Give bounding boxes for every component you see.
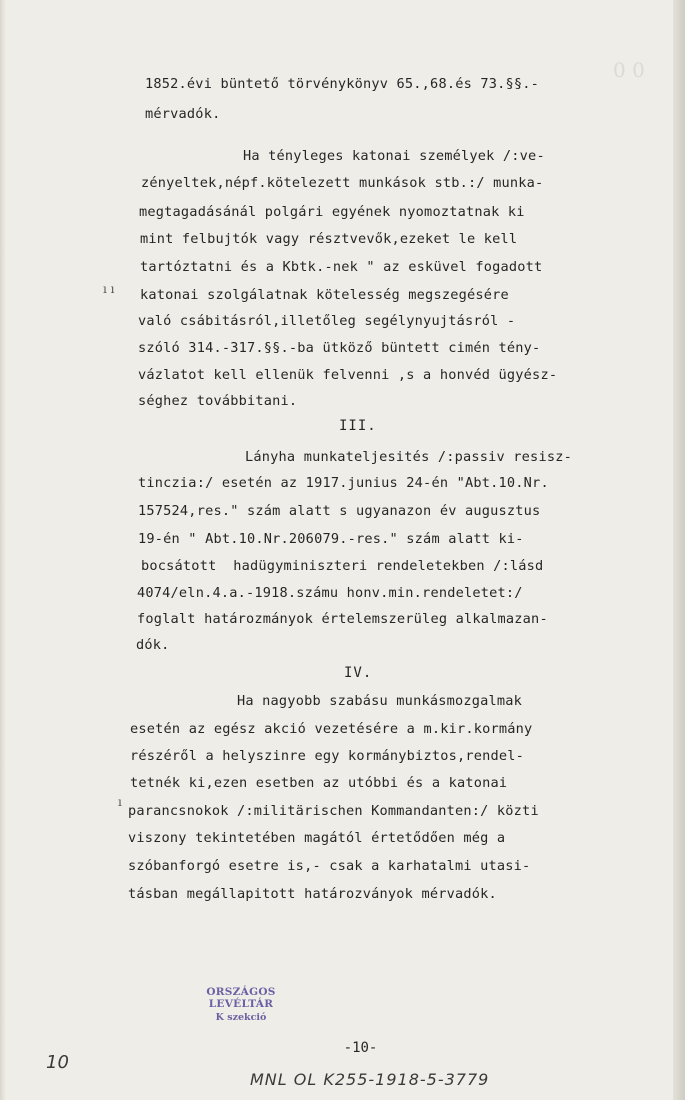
text-line: katonai szolgálatnak kötelesség megszegésére [140, 287, 509, 303]
page-right-edge [673, 0, 685, 1100]
page-number [0, 1040, 685, 1056]
text-line: Lányha munkateljesités /:passiv resisz- [245, 449, 572, 465]
text-line: szóló 314.-317.§§.-ba ütköző büntett cimén tény- [138, 340, 541, 356]
text-line: bocsátott hadügyminiszteri rendeletekben /:lásd [141, 558, 544, 574]
text-line: séghez továbbitani. [138, 393, 298, 409]
archive-stamp [176, 986, 306, 1023]
stamp-line-1: ORSZÁGOS LEVÉLTÁR [206, 986, 276, 1010]
text-line: zényeltek,népf.kötelezett munkások stb.:/ munka- [141, 175, 544, 191]
handwritten-archive-reference: MNL OL K255-1918-5-3779 [250, 1070, 490, 1089]
text-line: mérvadók. [145, 106, 221, 122]
stamp-line-2: K szekció [215, 1012, 267, 1023]
text-line: foglalt határozmányok értelemszerüleg alkalmazan- [137, 611, 548, 627]
text-line: 4074/eln.4.a.-1918.számu honv.min.rendeletet:/ [137, 585, 523, 601]
text-line: vázlatot kell ellenük felvenni ,s a honvéd ügyész- [138, 367, 558, 383]
text-line: dók. [136, 637, 170, 653]
faint-bleed-through: 0 0 [613, 58, 645, 82]
text-line: tetnék ki,ezen esetben az utóbbi és a katonai [130, 775, 508, 791]
margin-tick-mark: ı [118, 795, 122, 809]
text-line: Ha tényleges katonai személyek /:ve- [243, 148, 545, 164]
text-line: viszony tekintetében magától értetődően még a [128, 830, 506, 846]
text-line: tásban megállapitott határozványok mérvadók. [128, 886, 497, 902]
page-number-text: -10- [343, 1040, 378, 1056]
page-left-edge [0, 0, 6, 1100]
text-line: esetén az egész akció vezetésére a m.kir.kormány [130, 721, 533, 737]
margin-tick-mark: ı ı [103, 282, 115, 296]
text-line: 157524,res." szám alatt s ugyanazon év augusztus [138, 503, 541, 519]
text-line: parancsnokok /:militärischen Kommandanten:/ közti [128, 803, 539, 819]
text-line: szóbanforgó esetre is,- csak a karhatalmi utasi- [128, 858, 531, 874]
section-heading-iv: IV. [344, 665, 373, 681]
text-line: megtagadásánál polgári egyének nyomoztatnak ki [139, 204, 525, 220]
text-line: 1852.évi büntető törvénykönyv 65.,68.és 73.§§.- [145, 76, 540, 92]
text-line: tinczia:/ esetén az 1917.junius 24-én "Abt.10.Nr. [138, 475, 549, 491]
handwritten-page-number: 10 [46, 1052, 69, 1073]
text-line: Ha nagyobb szabásu munkásmozgalmak [237, 693, 523, 709]
text-line: részéről a helyszinre egy kormánybiztos,rendel- [130, 748, 525, 764]
text-line: mint felbujtók vagy résztvevők,ezeket le kell [140, 231, 518, 247]
text-line: tartóztatni és a Kbtk.-nek " az esküvel fogadott [140, 259, 543, 275]
section-heading-iii: III. [339, 418, 377, 434]
text-line: 19-én " Abt.10.Nr.206079.-res." szám alatt ki- [138, 531, 524, 547]
text-line: való csábitásról,illetőleg segélynyujtásról - [138, 313, 516, 329]
